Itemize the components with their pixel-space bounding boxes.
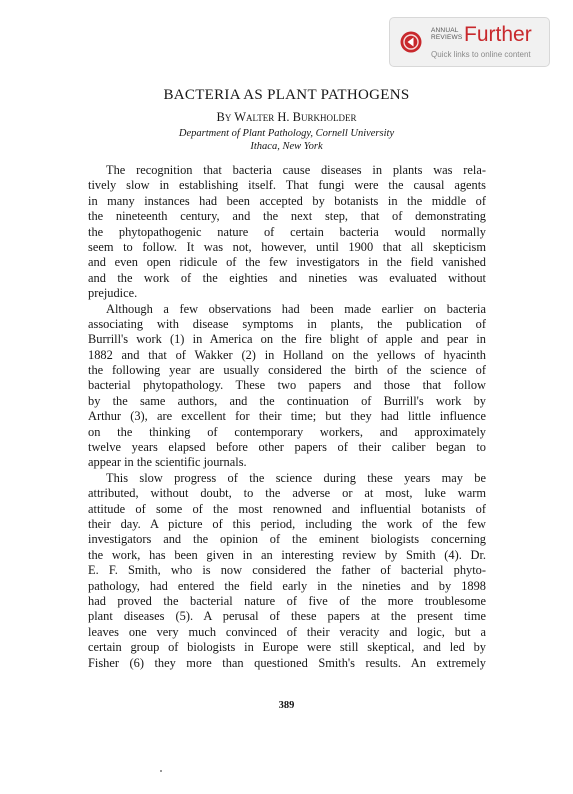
play-arrow-icon — [400, 31, 422, 53]
body-line: twelve years elapsed before other papers of their caliber began to — [88, 440, 486, 455]
body-line: and even open ridicule of the few investigators in the field vanished — [88, 255, 486, 270]
body-line: Fisher (6) they more than questioned Smith's results. An extremely — [88, 655, 486, 670]
body-line: in many instances had been accepted by botanists in the middle of — [88, 193, 486, 208]
body-line: had proved the bacterial nature of five of the more troublesome — [88, 593, 486, 608]
body-line: 1882 and that of Wakker (2) in Holland on the yellows of hyacinth — [88, 347, 486, 362]
body-line: the following year are usually considered the birth of the science of — [88, 363, 486, 378]
banner-further-label: Further — [464, 23, 532, 46]
body-line: associating with disease symptoms in plants, the publication of — [88, 316, 486, 331]
body-line: seem to follow. It was not, however, until 1900 that all skepticism — [88, 239, 486, 254]
body-line: attitude of some of the most renowned and influential botanists of — [88, 501, 486, 516]
body-line: Burrill's work (1) in America on the fire blight of apple and pear in — [88, 332, 486, 347]
page-number: 389 — [278, 700, 295, 711]
body-line: Although a few observations had been made earlier on bacteria — [106, 301, 486, 316]
body-line: appear in the scientific journals. — [88, 455, 247, 470]
body-line: certain group of biologists in Europe were still skeptical, and led by — [88, 640, 486, 655]
body-line: leaves one very much convinced of their veracity and logic, but a — [88, 624, 486, 639]
affiliation-location: Ithaca, New York — [250, 141, 323, 152]
body-line: Arthur (3), are excellent for their time; but they had little influence — [88, 409, 486, 424]
body-line: their day. A picture of this period, including the work of the few — [88, 516, 486, 531]
banner-tagline: Quick links to online content — [431, 50, 531, 59]
body-line: tively slow in establishing itself. That fungi were the causal agents — [88, 178, 486, 193]
body-line: the work, has been given in an interesting review by Smith (4). Dr. — [88, 547, 486, 562]
article-author: By Walter H. Burkholder — [216, 110, 357, 124]
body-line: pathology, had entered the field early in the nineties and by 1898 — [88, 578, 486, 593]
further-banner[interactable] — [389, 17, 550, 67]
scan-speck — [160, 770, 162, 772]
body-line: and the work of the eighties and nineties was evaluated without — [88, 270, 486, 285]
body-line: investigators and the opinion of the eminent biologists concerning — [88, 532, 486, 547]
body-line: prejudice. — [88, 286, 138, 301]
body-line: The recognition that bacteria cause diseases in plants was rela- — [106, 163, 486, 177]
body-line: the nineteenth century, and the next step, that of demonstrating — [88, 209, 486, 224]
banner-annual-label: ANNUAL — [431, 27, 459, 34]
affiliation-department: Department of Plant Pathology, Cornell University — [178, 128, 395, 139]
body-line: by the same authors, and the continuation of Burrill's work by — [88, 393, 486, 408]
body-line: plant diseases (5). A perusal of these papers at the present time — [88, 609, 486, 624]
body-line: on the thinking of contemporary workers, and approximately — [88, 424, 486, 439]
article-title: BACTERIA AS PLANT PATHOGENS — [163, 87, 410, 103]
body-line: attributed, without doubt, to the adverse or at most, luke warm — [88, 486, 486, 501]
body-line: This slow progress of the science during these years may be — [106, 470, 486, 485]
body-line: bacterial phytopathology. These two papers and those that follow — [88, 378, 486, 393]
body-line: the phytopathogenic nature of certain bacteria would normally — [88, 224, 486, 239]
banner-reviews-label: REVIEWS — [431, 34, 463, 41]
body-line: E. F. Smith, who is now considered the father of bacterial phyto- — [88, 563, 486, 578]
article-body — [88, 163, 486, 671]
